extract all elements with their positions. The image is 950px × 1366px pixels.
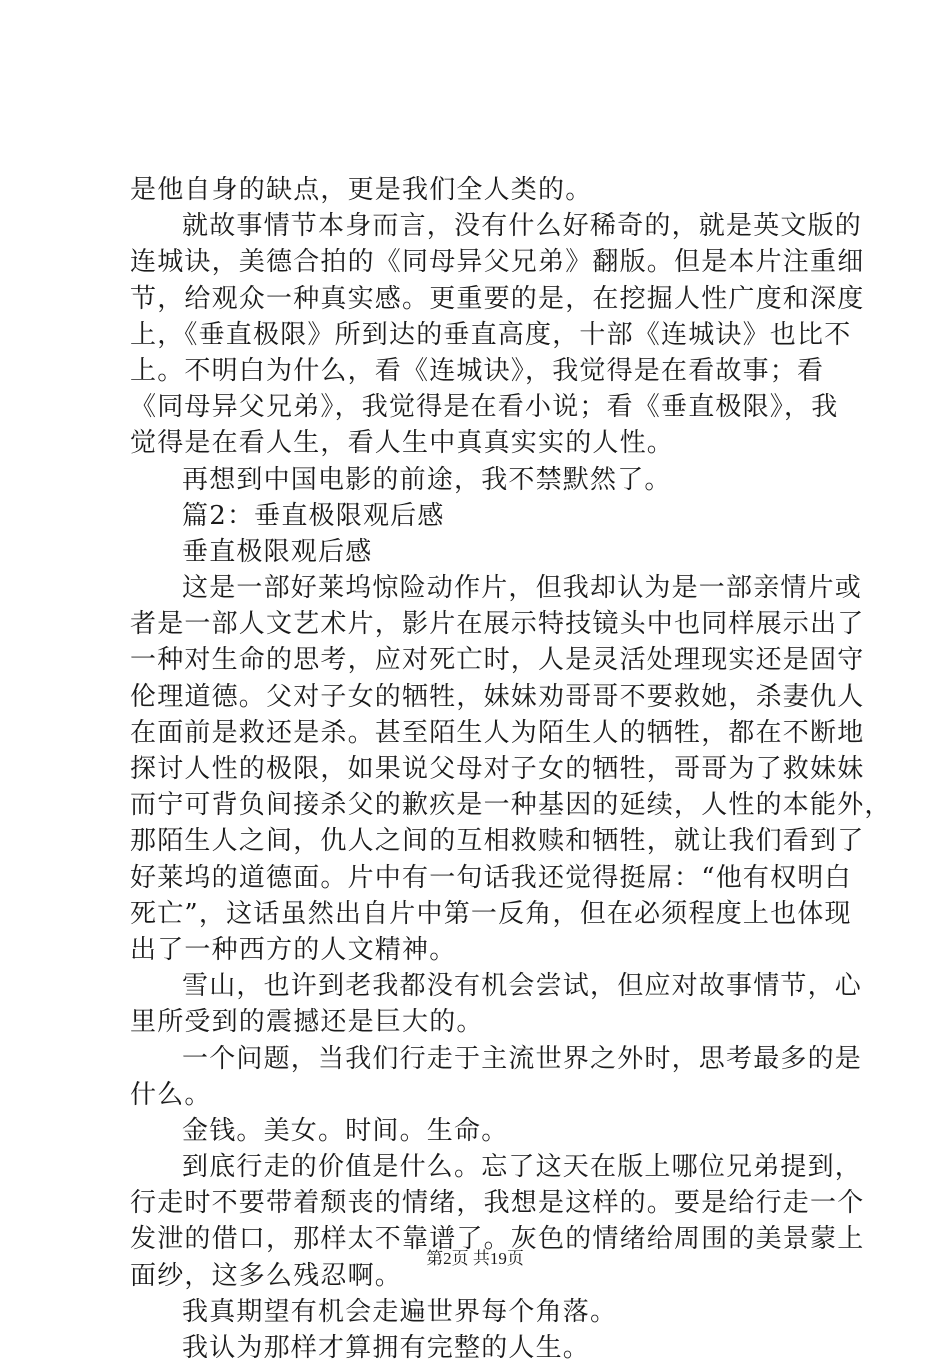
text-line: 《同母异父兄弟》，我觉得是在看小说；看《垂直极限》，我 xyxy=(130,392,839,423)
text-line: 到底行走的价值是什么。忘了这天在版上哪位兄弟提到， xyxy=(182,1152,863,1183)
page-number-footer: 第2页 共19页 xyxy=(426,1249,524,1268)
article-title: 垂直极限观后感 xyxy=(182,536,373,567)
text-line: 那陌生人之间，仇人之间的互相救赎和牺牲，就让我们看到了 xyxy=(130,826,865,857)
text-line: 是他自身的缺点，更是我们全人类的。 xyxy=(130,175,593,205)
text-line: 什么。 xyxy=(130,1079,212,1110)
text-line: 里所受到的震撼还是巨大的。 xyxy=(130,1007,484,1038)
body-text xyxy=(130,172,892,1366)
text-line: 出了一种西方的人文精神。 xyxy=(130,934,457,965)
text-line: 连城诀，美德合拍的《同母异父兄弟》翻版。但是本片注重细 xyxy=(130,247,865,278)
text-line: 节，给观众一种真实感。更重要的是，在挖掘人性广度和深度 xyxy=(130,283,865,314)
text-line: 伦理道德。父对子女的牺牲，妹妹劝哥哥不要救她，杀妻仇人 xyxy=(130,681,865,712)
text-line: 上，《垂直极限》所到达的垂直高度，十部《连城诀》也比不 xyxy=(130,319,852,350)
text-line: 一个问题，当我们行走于主流世界之外时，思考最多的是 xyxy=(182,1043,863,1074)
text-line: 再想到中国电影的前途，我不禁默然了。 xyxy=(182,464,672,495)
text-line: 而宁可背负间接杀父的歉疚是一种基因的延续，人性的本能外， xyxy=(130,790,892,821)
text-line: 面纱，这多么残忍啊。 xyxy=(130,1260,403,1291)
text-line: 这是一部好莱坞惊险动作片，但我却认为是一部亲情片或 xyxy=(182,573,863,604)
text-line: 就故事情节本身而言，没有什么好稀奇的，就是英文版的 xyxy=(182,211,863,242)
text-line: 行走时不要带着颓丧的情绪，我想是这样的。要是给行走一个 xyxy=(130,1188,865,1219)
text-line: 觉得是在看人生，看人生中真真实实的人性。 xyxy=(130,428,675,459)
section-heading: 篇2：垂直极限观后感 xyxy=(182,500,445,531)
text-line: 死亡”，这话虽然出自片中第一反角，但在必须程度上也体现 xyxy=(130,898,852,929)
text-line: 金钱。美女。时间。生命。 xyxy=(182,1115,509,1146)
text-line: 我真期望有机会走遍世界每个角落。 xyxy=(182,1296,618,1327)
text-line: 我认为那样才算拥有完整的人生。 xyxy=(182,1333,591,1363)
text-line: 者是一部人文艺术片，影片在展示特技镜头中也同样展示出了 xyxy=(130,609,865,640)
text-line: 好莱坞的道德面。片中有一句话我还觉得挺屌：“他有权明白 xyxy=(130,862,852,893)
text-line: 雪山，也许到老我都没有机会尝试，但应对故事情节，心 xyxy=(182,971,863,1002)
text-line: 上。不明白为什么，看《连城诀》，我觉得是在看故事；看 xyxy=(130,355,825,386)
text-line: 发泄的借口，那样太不靠谱了。灰色的情绪给周围的美景蒙上 xyxy=(130,1224,865,1255)
text-line: 一种对生命的思考，应对死亡时，人是灵活处理现实还是固守 xyxy=(130,645,865,676)
text-line: 探讨人性的极限，如果说父母对子女的牺牲，哥哥为了救妹妹 xyxy=(130,754,865,784)
text-line: 在面前是救还是杀。甚至陌生人为陌生人的牺牲，都在不断地 xyxy=(130,717,865,748)
